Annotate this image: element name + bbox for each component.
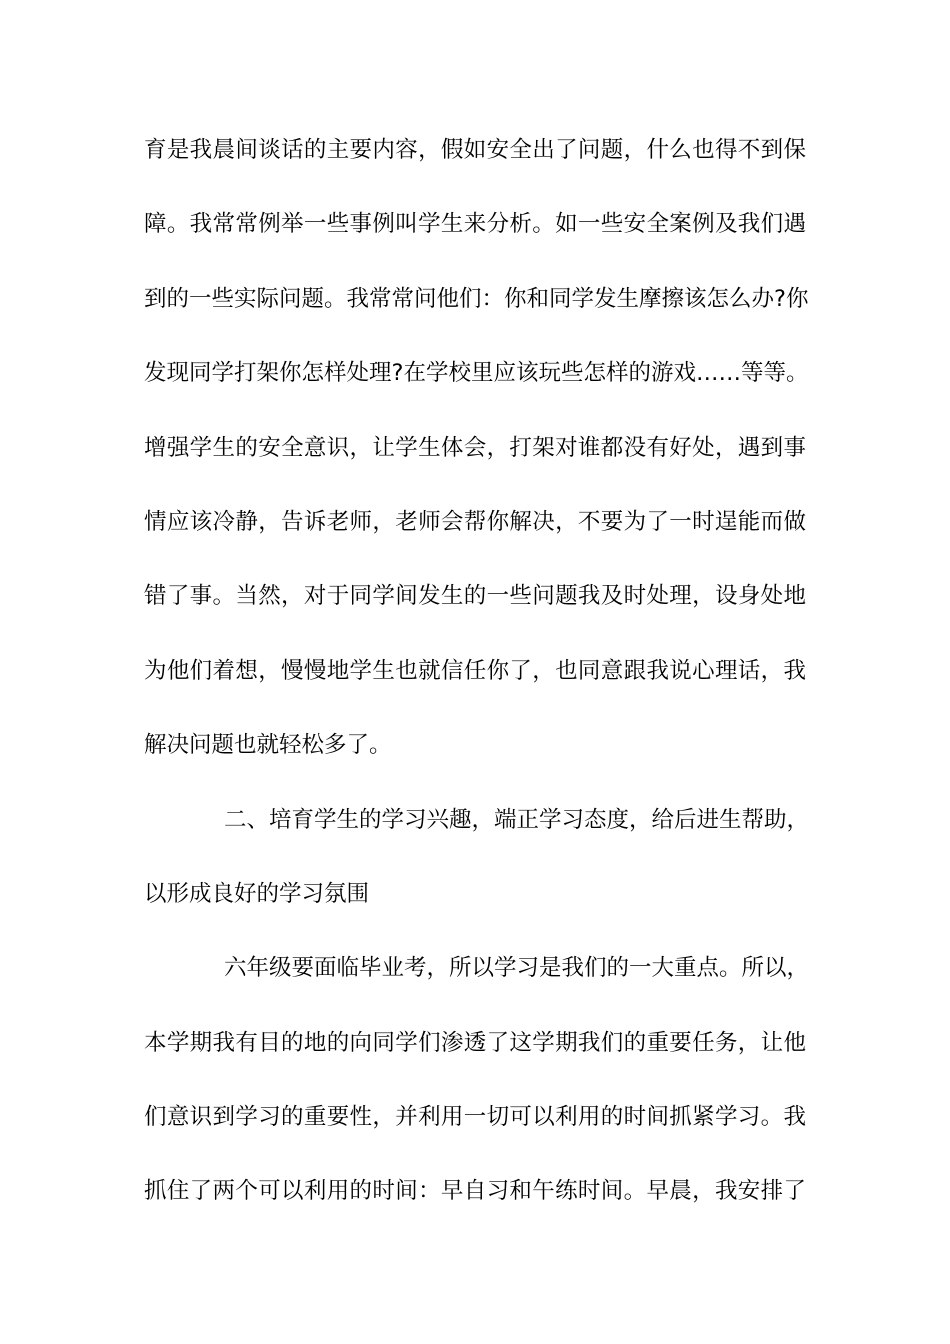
text-line: 情应该冷静，告诉老师，老师会帮你解决，不要为了一时逞能而做 — [144, 508, 806, 535]
section-heading-line: 以形成良好的学习氛围 — [144, 880, 370, 907]
text-line: 为他们着想，慢慢地学生也就信任你了，也同意跟我说心理话，我 — [144, 657, 806, 684]
text-line: 增强学生的安全意识，让学生体会，打架对谁都没有好处，遇到事 — [144, 434, 806, 461]
text-line: 发现同学打架你怎样处理?在学校里应该玩些怎样的游戏……等等。 — [144, 360, 809, 387]
text-line: 本学期我有目的地的向同学们渗透了这学期我们的重要任务，让他 — [144, 1029, 806, 1056]
section-heading-line: 二、培育学生的学习兴趣，端正学习态度，给后进生帮助， — [224, 806, 810, 833]
text-line: 解决问题也就轻松多了。 — [144, 732, 392, 759]
text-line: 到的一些实际问题。我常常问他们：你和同学发生摩擦该怎么办?你 — [144, 285, 809, 312]
text-line: 们意识到学习的重要性，并利用一切可以利用的时间抓紧学习。我 — [144, 1104, 806, 1131]
text-line: 障。我常常例举一些事例叫学生来分析。如一些安全案例及我们遇 — [144, 211, 806, 238]
text-line: 抓住了两个可以利用的时间：早自习和午练时间。早晨，我安排了 — [144, 1178, 806, 1205]
text-line: 育是我晨间谈话的主要内容，假如安全出了问题，什么也得不到保 — [144, 137, 806, 163]
text-line: 错了事。当然，对于同学间发生的一些问题我及时处理，设身处地 — [144, 583, 806, 610]
text-line: 六年级要面临毕业考，所以学习是我们的一大重点。所以， — [224, 955, 810, 982]
body-text — [144, 128, 810, 1244]
